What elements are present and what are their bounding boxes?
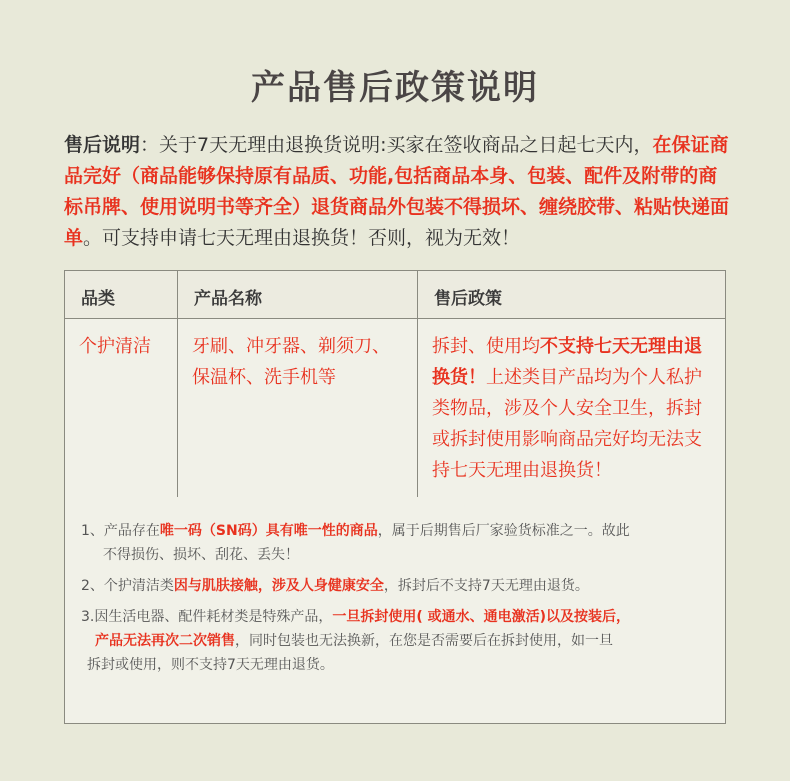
policy-bold: 不支持七天无理由退换货！ (432, 336, 702, 388)
intro-paragraph (64, 130, 734, 254)
note-1-text-b: ，属于后期售后厂家验货标准之一。故此 (377, 523, 630, 539)
note-1-text-a: 1、产品存在 (81, 523, 160, 539)
intro-label: 售后说明 (64, 134, 141, 156)
note-2-text-a: 2、个护清洁类 (81, 578, 174, 594)
policy-table (64, 270, 726, 499)
header-policy: 售后政策 (434, 289, 502, 309)
note-3-red-2: 产品无法再次二次销售 (95, 633, 235, 649)
note-2-text-b: ，拆封后不支持7天无理由退货。 (383, 578, 589, 594)
intro-colon: ： (140, 134, 160, 156)
table-row (65, 319, 725, 498)
note-2-red: 因与肌肤接触，涉及人身健康安全 (173, 578, 384, 594)
cell-products: 牙刷、冲牙器、剃须刀、保温杯、洗手机等 (178, 319, 418, 498)
note-3-text-b: ，同时包装也无法换新，在您是否需要后在拆封使用，如一旦 (235, 633, 613, 649)
header-category: 品类 (65, 271, 178, 318)
intro-text-1: 关于7天无理由退换货说明:买家在签收商品之日起七天内， (159, 134, 653, 156)
note-3 (81, 605, 709, 677)
intro-red-packaging: 退货商品外包装不得损坏、缠绕胶带、粘贴快递面单 (64, 196, 730, 249)
cell-category: 个护清洁 (65, 319, 178, 498)
note-1-red: 唯一码（SN码）具有唯一性的商品 (159, 523, 378, 539)
page-title: 产品售后政策说明 (251, 68, 539, 108)
note-2 (81, 574, 709, 598)
table-header-row (65, 271, 725, 319)
policy-prefix: 拆封、使用均 (432, 336, 540, 357)
policy-rest: 上述类目产品均为个人私护类物品，涉及个人安全卫生，拆封或拆封使用影响商品完好均无法支持七天无理由退换货！ (432, 367, 702, 481)
note-1 (81, 519, 709, 567)
note-1-text-c: 不得损伤、损坏、刮花、丢失！ (103, 547, 299, 563)
note-3-red-1: 一旦拆封使用( 或通水、通电激活)以及按装后， (332, 609, 631, 625)
cell-policy (418, 319, 725, 498)
intro-red-condition: 在保证商品完好（商品能够保持原有品质、功能,包括商品本身、包装、配件及附带的商标吊牌、使用说明书等齐全） (64, 134, 729, 218)
note-3-text-c: 拆封或使用，则不支持7天无理由退货。 (87, 657, 334, 673)
note-3-text-a: 3.因生活电器、配件耗材类是特殊产品， (81, 609, 333, 625)
notes-box (64, 497, 726, 724)
header-product-name: 产品名称 (178, 271, 418, 318)
intro-text-3: 。可支持申请七天无理由退换货！否则，视为无效！ (83, 227, 521, 249)
